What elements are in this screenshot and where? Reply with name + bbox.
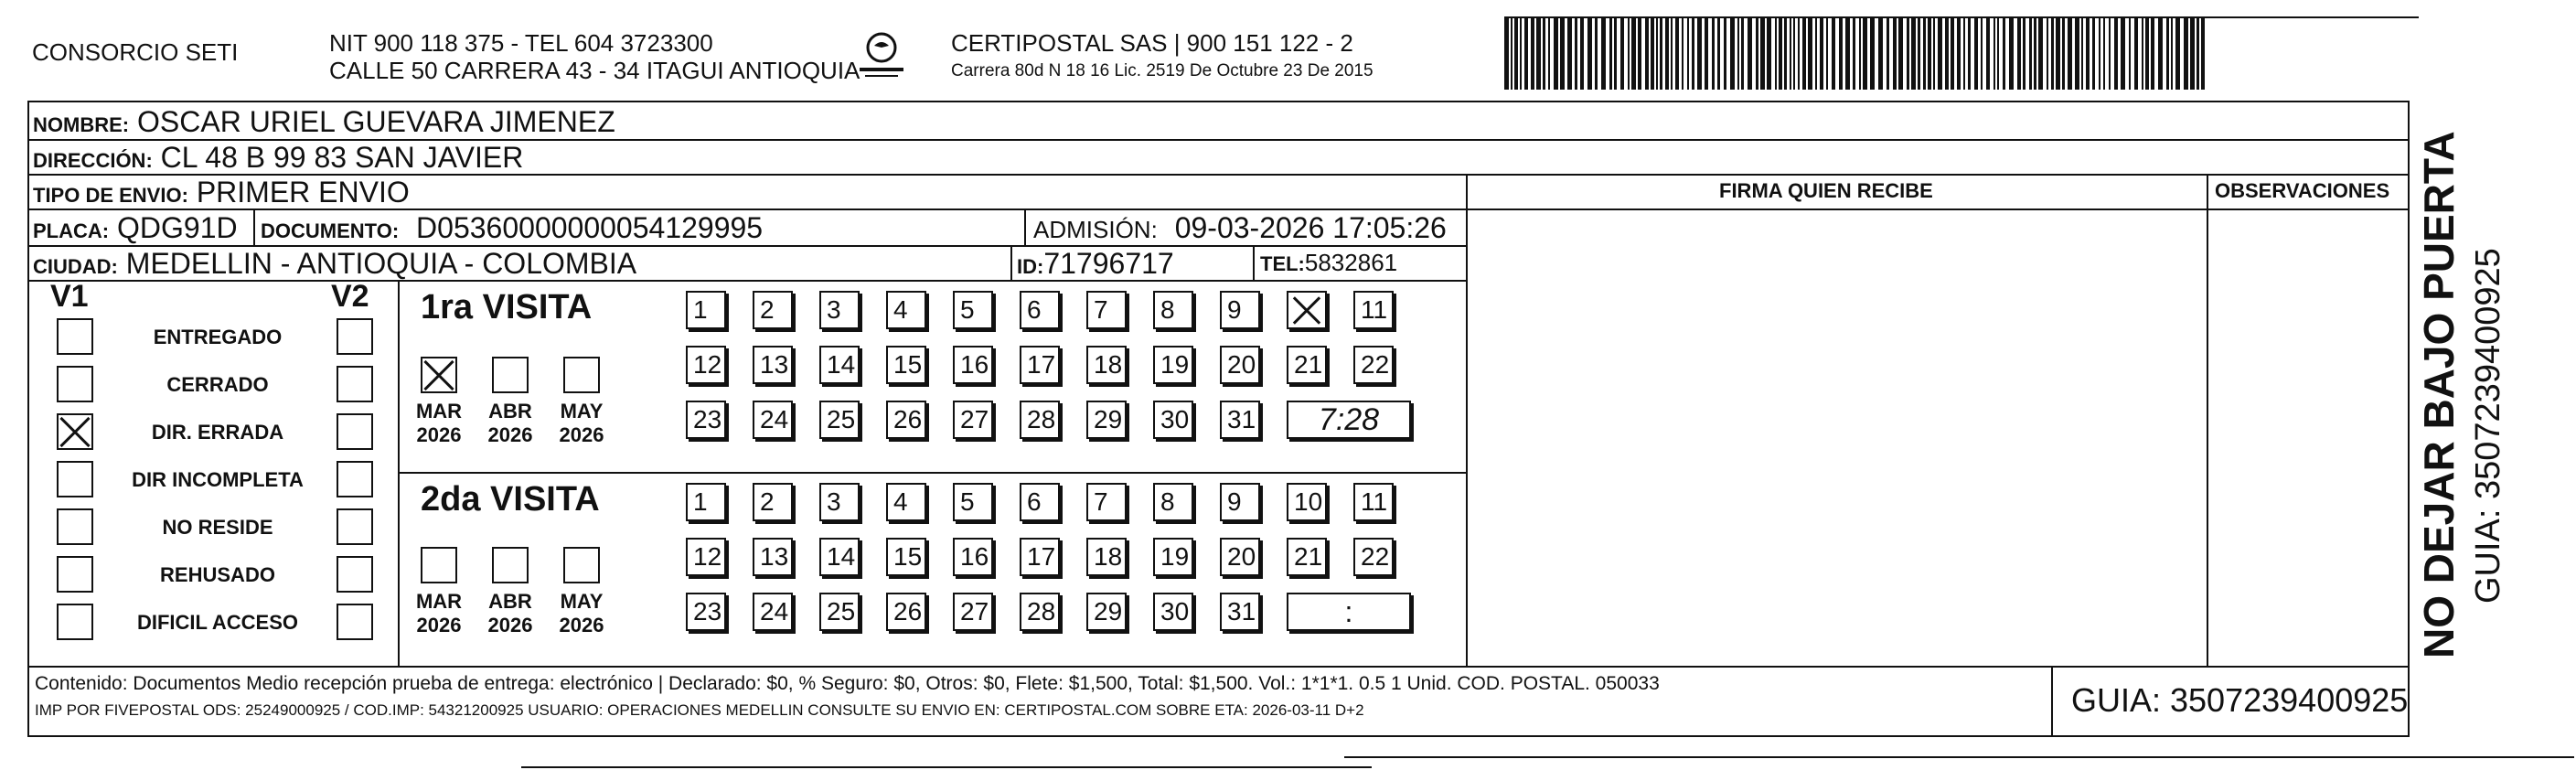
barcode-bar	[2121, 18, 2125, 90]
barcode-bar	[2099, 18, 2100, 90]
admision-row	[1033, 211, 1447, 245]
day-box[interactable]: 10	[1287, 483, 1327, 521]
year-label: 2026	[559, 614, 604, 636]
tel-value: 5832861	[1304, 249, 1398, 276]
day-box[interactable]: 6	[1020, 291, 1060, 329]
barcode-bar	[1808, 18, 1812, 90]
day-box[interactable]: 7	[1086, 291, 1127, 329]
day-box[interactable]: 20	[1220, 538, 1260, 576]
barcode-bar	[2086, 18, 2090, 90]
visit1-title: 1ra VISITA	[421, 288, 593, 326]
barcode-bar	[2175, 18, 2180, 90]
v2-checkbox[interactable]	[337, 604, 373, 640]
barcode-bar	[2151, 18, 2154, 90]
day-box[interactable]: 5	[953, 291, 993, 329]
barcode-bar	[1832, 18, 1835, 90]
barcode-bar	[1790, 18, 1791, 90]
barcode-bar	[1638, 18, 1641, 90]
barcode-bar	[1878, 18, 1883, 90]
barcode-bar	[1671, 18, 1673, 90]
barcode-bar	[1760, 18, 1765, 90]
day-box[interactable]: 15	[886, 346, 926, 384]
barcode-bar	[1724, 18, 1726, 90]
barcode-bar	[1945, 18, 1949, 90]
day-box[interactable]: 5	[953, 483, 993, 521]
day-box[interactable]: 1	[686, 483, 726, 521]
day-box[interactable]: 14	[819, 538, 860, 576]
barcode-bar	[1779, 18, 1782, 90]
v2-checkbox[interactable]	[337, 508, 373, 545]
barcode-bar	[1951, 18, 1954, 90]
v2-label: V2	[331, 279, 369, 314]
barcode-bar	[1974, 18, 1978, 90]
barcode-bar	[1756, 18, 1758, 90]
barcode-bar	[1682, 18, 1683, 90]
day-box[interactable]: 14	[819, 346, 860, 384]
day-box[interactable]: 2	[753, 291, 793, 329]
day-box[interactable]: 25	[819, 401, 860, 439]
barcode-bar	[1631, 18, 1636, 90]
footer-line1: Contenido: Documentos Medio recepción prueba de entrega: electrónico | Declarado: $0, % Seguro: $0, Otros: $0, Flete: $1,500, Total: $1,500. Vol.: 1*1*1. 0.5 1 Unid. COD. POSTAL. 050033	[35, 673, 1660, 694]
day-box[interactable]: 21	[1287, 346, 1327, 384]
admision-value: 09-03-2026 17:05:26	[1174, 211, 1447, 244]
barcode-bar	[1798, 18, 1800, 90]
day-box[interactable]: 18	[1086, 538, 1127, 576]
barcode-bar	[1893, 18, 1897, 90]
barcode-bar	[2134, 18, 2138, 90]
v1-checkbox[interactable]	[57, 413, 93, 450]
barcode-bar	[1645, 18, 1649, 90]
barcode-bar	[2029, 18, 2032, 90]
v1-checkbox[interactable]	[57, 556, 93, 593]
direccion-row	[33, 141, 523, 175]
day-box[interactable]: 3	[819, 291, 860, 329]
status-label: NO RESIDE	[162, 516, 273, 539]
barcode-bar	[1845, 18, 1850, 90]
barcode-bar	[2023, 18, 2026, 90]
barcode-bar	[1595, 18, 1598, 90]
day-box[interactable]: 24	[753, 401, 793, 439]
nombre-row	[33, 105, 615, 139]
day-box[interactable]: 7	[1086, 483, 1127, 521]
barcode-bar	[1793, 18, 1795, 90]
status-label: CERRADO	[166, 373, 269, 396]
barcode-bar	[1826, 18, 1828, 90]
barcode-bar	[1767, 18, 1771, 90]
barcode-bar	[1957, 18, 1961, 90]
visit2-title: 2da VISITA	[421, 480, 600, 519]
barcode-bar	[1543, 18, 1545, 90]
barcode-bar	[2166, 18, 2169, 90]
barcode-bar	[1675, 18, 1679, 90]
day-box[interactable]: 25	[819, 593, 860, 631]
day-box[interactable]: 15	[886, 538, 926, 576]
barcode-bar	[2103, 18, 2105, 90]
day-box[interactable]: 2	[753, 483, 793, 521]
status-label: ENTREGADO	[153, 326, 283, 348]
day-box[interactable]: 22	[1353, 538, 1394, 576]
day-box[interactable]: 30	[1153, 401, 1193, 439]
day-box[interactable]: 11	[1353, 483, 1394, 521]
day-box[interactable]: 13	[753, 538, 793, 576]
month-checkbox[interactable]	[563, 357, 600, 393]
barcode-bar	[2190, 18, 2195, 90]
status-label: DIR. ERRADA	[151, 421, 284, 444]
barcode-bar	[1656, 18, 1658, 90]
day-box[interactable]: 9	[1220, 483, 1260, 521]
tel-row	[1260, 249, 1397, 277]
month-label: MAY	[560, 400, 604, 422]
day-box[interactable]: 19	[1153, 346, 1193, 384]
barcode-bar	[1601, 18, 1606, 90]
month-label: MAR	[415, 400, 463, 422]
barcode-bar	[1928, 18, 1931, 90]
time-box[interactable]: :	[1287, 593, 1411, 631]
barcode-bar	[1923, 18, 1926, 90]
barcode-bar	[1620, 18, 1624, 90]
placa-value: QDG91D	[117, 211, 238, 244]
barcode-bar	[1504, 18, 1509, 90]
barcode-bar	[2145, 18, 2149, 90]
year-label: 2026	[559, 423, 604, 446]
barcode	[1504, 18, 2208, 90]
observaciones-header: OBSERVACIONES	[2215, 179, 2390, 202]
day-box[interactable]: 27	[953, 401, 993, 439]
barcode-bar	[1911, 18, 1916, 90]
tel-label: TEL:	[1260, 252, 1305, 275]
barcode-bar	[1687, 18, 1689, 90]
barcode-bar	[2092, 18, 2095, 90]
barcode-bar	[1993, 18, 1995, 90]
month-checkbox[interactable]	[421, 357, 457, 393]
month-checkbox[interactable]	[563, 547, 600, 583]
status-label: DIR INCOMPLETA	[132, 468, 304, 491]
day-box[interactable]: 29	[1086, 401, 1127, 439]
certi-line: CERTIPOSTAL SAS | 900 151 122 - 2	[951, 29, 1353, 57]
month-label: MAY	[560, 590, 604, 613]
id-label: ID:	[1017, 255, 1044, 278]
barcode-bar	[1717, 18, 1720, 90]
barcode-bar	[2075, 18, 2079, 90]
barcode-bar	[2047, 18, 2048, 90]
year-label: 2026	[416, 423, 462, 446]
tipo-value: PRIMER ENVIO	[196, 176, 410, 209]
nit-line: NIT 900 118 375 - TEL 604 3723300	[329, 29, 713, 57]
barcode-bar	[1536, 18, 1541, 90]
footer-guia: GUIA: 3507239400925	[2071, 681, 2409, 719]
day-box[interactable]: 17	[1020, 346, 1060, 384]
barcode-bar	[1986, 18, 1990, 90]
barcode-bar	[1614, 18, 1617, 90]
documento-label: DOCUMENTO:	[261, 219, 400, 242]
barcode-bar	[1514, 18, 1518, 90]
ciudad-value: MEDELLIN - ANTIOQUIA - COLOMBIA	[125, 247, 637, 280]
month-label: MAR	[415, 590, 463, 613]
month-checkbox[interactable]	[421, 547, 457, 583]
day-box[interactable]	[1287, 291, 1327, 329]
day-box[interactable]: 29	[1086, 593, 1127, 631]
v1-checkbox[interactable]	[57, 318, 93, 355]
barcode-bar	[1907, 18, 1909, 90]
company-name: CONSORCIO SETI	[32, 38, 239, 66]
ciudad-label: CIUDAD:	[33, 255, 118, 278]
barcode-bar	[1587, 18, 1592, 90]
day-box[interactable]: 4	[886, 291, 926, 329]
address-line: CALLE 50 CARRERA 43 - 34 ITAGUI ANTIOQUIA	[329, 57, 860, 84]
barcode-bar	[2129, 18, 2131, 90]
v1-checkbox[interactable]	[57, 508, 93, 545]
day-box[interactable]: 24	[753, 593, 793, 631]
day-box[interactable]: 28	[1020, 593, 1060, 631]
status-label: REHUSADO	[160, 563, 275, 586]
barcode-bar	[1918, 18, 1920, 90]
barcode-bar	[1524, 18, 1528, 90]
barcode-bar	[1712, 18, 1715, 90]
barcode-bar	[1870, 18, 1875, 90]
barcode-bar	[1697, 18, 1702, 90]
barcode-bar	[1938, 18, 1942, 90]
barcode-bar	[1968, 18, 1971, 90]
barcode-bar	[1548, 18, 1550, 90]
v2-checkbox[interactable]	[337, 318, 373, 355]
v2-checkbox[interactable]	[337, 556, 373, 593]
barcode-bar	[2171, 18, 2173, 90]
barcode-bar	[1692, 18, 1694, 90]
day-box[interactable]: 28	[1020, 401, 1060, 439]
barcode-bar	[1580, 18, 1584, 90]
v2-checkbox[interactable]	[337, 461, 373, 497]
day-box[interactable]: 18	[1086, 346, 1127, 384]
day-box[interactable]: 12	[686, 346, 726, 384]
barcode-bar	[1609, 18, 1612, 90]
id-value: 71796717	[1043, 247, 1174, 280]
day-box[interactable]: 30	[1153, 593, 1193, 631]
firma-header: FIRMA QUIEN RECIBE	[1719, 179, 1933, 202]
barcode-bar	[2081, 18, 2083, 90]
barcode-bar	[2184, 18, 2188, 90]
status-label: DIFICIL ACCESO	[136, 611, 298, 634]
barcode-bar	[1898, 18, 1903, 90]
barcode-bar	[1628, 18, 1630, 90]
side-warning: NO DEJAR BAJO PUERTA	[2415, 131, 2463, 658]
v2-checkbox[interactable]	[337, 366, 373, 402]
barcode-bar	[2051, 18, 2054, 90]
id-row	[1017, 247, 1174, 281]
barcode-bar	[1741, 18, 1744, 90]
barcode-bar	[2109, 18, 2111, 90]
day-box[interactable]: 31	[1220, 401, 1260, 439]
barcode-bar	[1859, 18, 1861, 90]
barcode-bar	[1730, 18, 1735, 90]
placa-row	[33, 211, 238, 245]
barcode-bar	[1511, 18, 1512, 90]
barcode-bar	[2056, 18, 2060, 90]
admision-label: ADMISIÓN:	[1033, 216, 1158, 243]
barcode-bar	[1567, 18, 1572, 90]
barcode-bar	[1748, 18, 1752, 90]
barcode-bar	[1554, 18, 1558, 90]
barcode-bar	[1660, 18, 1662, 90]
day-box[interactable]: 21	[1287, 538, 1327, 576]
day-box[interactable]: 31	[1220, 593, 1260, 631]
barcode-bar	[1705, 18, 1708, 90]
footer-line2: IMP POR FIVEPOSTAL ODS: 25249000925 / COD.IMP: 54321200925 USUARIO: OPERACIONES MEDELLIN CONSULTE SU ENVIO EN: CERTIPOSTAL.COM SOBRE ETA: 2026-03-11 D+2	[35, 701, 1364, 719]
day-box[interactable]: 19	[1153, 538, 1193, 576]
barcode-bar	[2142, 18, 2143, 90]
tipo-label: TIPO DE ENVIO:	[33, 184, 188, 207]
day-box[interactable]: 8	[1153, 291, 1193, 329]
ciudad-row	[33, 247, 636, 281]
barcode-bar	[1820, 18, 1823, 90]
barcode-bar	[1737, 18, 1739, 90]
day-box[interactable]: 4	[886, 483, 926, 521]
barcode-bar	[1520, 18, 1522, 90]
barcode-bar	[2017, 18, 2021, 90]
day-box[interactable]: 16	[953, 346, 993, 384]
barcode-bar	[2197, 18, 2199, 90]
barcode-bar	[2034, 18, 2036, 90]
barcode-bar	[1575, 18, 1577, 90]
barcode-bar	[2068, 18, 2072, 90]
barcode-bar	[1665, 18, 1669, 90]
barcode-bar	[1963, 18, 1965, 90]
day-box[interactable]: 3	[819, 483, 860, 521]
day-box[interactable]: 11	[1353, 291, 1394, 329]
day-box[interactable]: 8	[1153, 483, 1193, 521]
barcode-bar	[1784, 18, 1787, 90]
barcode-bar	[2009, 18, 2014, 90]
day-box[interactable]: 16	[953, 538, 993, 576]
day-box[interactable]: 20	[1220, 346, 1260, 384]
barcode-bar	[1560, 18, 1565, 90]
day-box[interactable]: 13	[753, 346, 793, 384]
day-box[interactable]: 9	[1220, 291, 1260, 329]
barcode-bar	[1887, 18, 1889, 90]
v1-label: V1	[50, 279, 89, 314]
barcode-bar	[1997, 18, 1999, 90]
day-box[interactable]: 17	[1020, 538, 1060, 576]
barcode-bar	[1863, 18, 1867, 90]
certipostal-logo	[858, 27, 905, 82]
direccion-value: CL 48 B 99 83 SAN JAVIER	[160, 141, 524, 174]
time-box[interactable]: 7:28	[1287, 401, 1411, 439]
month-checkbox[interactable]	[492, 357, 529, 393]
direccion-label: DIRECCIÓN:	[33, 149, 153, 172]
barcode-bar	[2201, 18, 2205, 90]
tipo-row	[33, 176, 410, 209]
barcode-bar	[2003, 18, 2005, 90]
day-box[interactable]: 6	[1020, 483, 1060, 521]
certi-sub: Carrera 80d N 18 16 Lic. 2519 De Octubre 23 De 2015	[951, 61, 1374, 80]
day-box[interactable]: 12	[686, 538, 726, 576]
v2-checkbox[interactable]	[337, 413, 373, 450]
documento-value: D05360000000054129995	[416, 211, 764, 244]
barcode-bar	[1775, 18, 1777, 90]
month-label: ABR	[488, 400, 532, 422]
day-box[interactable]: 1	[686, 291, 726, 329]
barcode-bar	[1839, 18, 1843, 90]
barcode-bar	[1531, 18, 1534, 90]
v1-checkbox[interactable]	[57, 461, 93, 497]
barcode-bar	[1933, 18, 1935, 90]
barcode-bar	[1651, 18, 1654, 90]
barcode-bar	[1815, 18, 1817, 90]
v1-checkbox[interactable]	[57, 604, 93, 640]
day-box[interactable]: 22	[1353, 346, 1394, 384]
v1-checkbox[interactable]	[57, 366, 93, 402]
year-label: 2026	[416, 614, 462, 636]
year-label: 2026	[487, 423, 533, 446]
barcode-bar	[1981, 18, 1983, 90]
documento-row	[261, 211, 763, 245]
day-box[interactable]: 27	[953, 593, 993, 631]
day-box[interactable]: 23	[686, 593, 726, 631]
day-box[interactable]: 26	[886, 401, 926, 439]
nombre-value: OSCAR URIEL GUEVARA JIMENEZ	[137, 105, 615, 138]
barcode-bar	[1853, 18, 1855, 90]
day-box[interactable]: 26	[886, 593, 926, 631]
barcode-bar	[2158, 18, 2163, 90]
day-box[interactable]: 23	[686, 401, 726, 439]
barcode-bar	[2062, 18, 2065, 90]
nombre-label: NOMBRE:	[33, 113, 130, 136]
barcode-bar	[2114, 18, 2118, 90]
barcode-bar	[2038, 18, 2043, 90]
month-label: ABR	[488, 590, 532, 613]
year-label: 2026	[487, 614, 533, 636]
placa-label: PLACA:	[33, 219, 110, 242]
month-checkbox[interactable]	[492, 547, 529, 583]
barcode-bar	[1802, 18, 1806, 90]
side-guia: GUIA: 3507239400925	[2469, 248, 2507, 604]
